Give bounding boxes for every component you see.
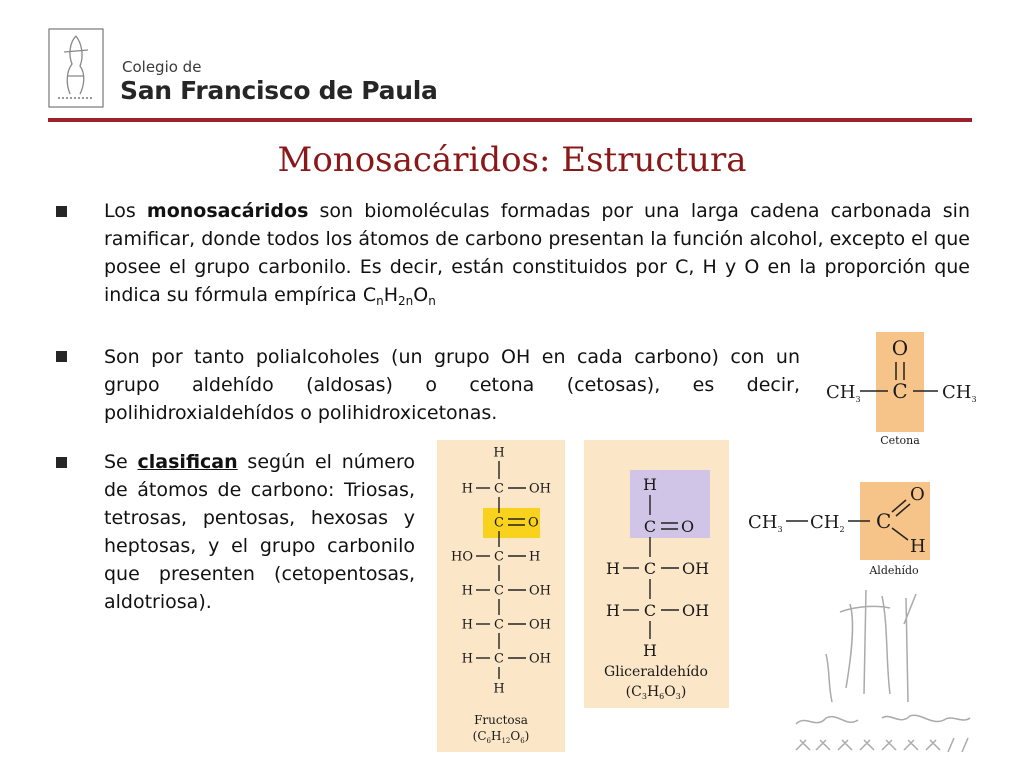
gliceraldehido-carbonyl-oxygen: O (681, 516, 695, 536)
fructosa-formula: $(C_6H_{12}O_6)$ (472, 729, 530, 745)
gliceraldehido-carbon-2: C (643, 558, 657, 578)
aldehido-hydrogen: H (910, 536, 926, 557)
gliceraldehido-formula: $(C_3H_6O_3)$ (625, 684, 687, 701)
school-name-prefix: Colegio de (122, 58, 202, 76)
fructosa-left-group-1: H (461, 481, 473, 497)
fructosa-left-group-4: H (461, 583, 473, 599)
bullet-marker (56, 351, 67, 362)
bullet-paragraph-2: Son por tanto polialcoholes (un grupo OH en cada carbono) con un grupo aldehído (aldosas) o cetona (cetosas), es decir, polihidroxialdehídos o polihidroxicetonas. (104, 346, 800, 424)
gliceraldehido-left-group-2: H (606, 558, 620, 578)
fructosa-right-group-3: H (529, 549, 541, 565)
aldehido-carbon: C (876, 509, 892, 533)
aldehido-caption: Aldehído (869, 564, 919, 577)
fructosa-carbonyl-oxygen: O (528, 515, 539, 531)
fructosa-name: Fructosa (474, 713, 528, 727)
aldehido-diagram (744, 478, 944, 580)
fructosa-left-group-3: HO (451, 549, 473, 565)
fructosa-carbon-3: C (494, 549, 504, 565)
gliceraldehido-carbon-3: C (643, 600, 657, 620)
gliceraldehido-carbonyl-highlight (630, 470, 710, 538)
aldehido-oxygen: O (910, 484, 925, 505)
fructosa-right-group-4: OH (529, 583, 551, 599)
fructosa-right-group-6: OH (529, 651, 551, 667)
gliceraldehido-bottom-hydrogen: H (643, 640, 657, 660)
aldehido-methyl: $CH_3$ (748, 512, 783, 534)
term-monosacaridos: monosacáridos (146, 200, 309, 222)
aldehido-methylene: $CH_2$ (810, 512, 845, 534)
gliceraldehido-right-group-2: OH (682, 558, 710, 578)
cetona-right-methyl: $CH_3$ (942, 382, 977, 404)
fructosa-carbon-6: C (494, 651, 504, 667)
gliceraldehido-name: Gliceraldehído (604, 664, 708, 680)
signature-watermark (786, 584, 982, 762)
school-name: San Francisco de Paula (120, 76, 438, 105)
gliceraldehido-left-group-3: H (606, 600, 620, 620)
fructosa-right-group-5: OH (529, 617, 551, 633)
fructosa-carbon-2: C (494, 515, 504, 531)
bullet-marker (56, 457, 67, 468)
fructosa-right-group-1: OH (529, 481, 551, 497)
fructosa-structure (437, 440, 565, 752)
cetona-oxygen: O (891, 336, 909, 360)
slide-title: Monosacáridos: Estructura (277, 140, 747, 180)
fructosa-carbon-5: C (494, 617, 504, 633)
fructosa-carbon-4: C (494, 583, 504, 599)
cetona-diagram (818, 330, 978, 452)
gliceraldehido-top-hydrogen: H (643, 474, 657, 494)
bullet-marker (56, 206, 67, 217)
empirical-formula: $C_nH_{2n}O_n$ (362, 284, 436, 308)
cetona-carbon: C (892, 379, 908, 403)
header-divider (48, 118, 972, 122)
bullet-paragraph-1: Los monosacáridos son biomoléculas formadas por una larga cadena carbonada sin ramificar, donde todos los átomos de carbono presentan la función alcohol, excepto el que posee el grupo carbonilo. Es decir, están constituidos por C, H y O en la proporción que indica su fórmula empírica $C_nH_{2n}O_n$ (104, 200, 970, 308)
term-clasifican: clasifican (137, 451, 238, 473)
fructosa-bottom-hydrogen: H (493, 681, 505, 697)
gliceraldehido-right-group-3: OH (682, 600, 710, 620)
gliceraldehido-structure (584, 440, 729, 708)
bullet-paragraph-3: Se clasifican según el número de átomos de carbono: Triosas, tetrosas, pentosas, hexosas y heptosas, y el grupo carbonilo que presenten (cetopentosas, aldotriosa). (104, 451, 415, 613)
fructosa-carbon-1: C (494, 481, 504, 497)
school-crest-logo (48, 28, 104, 108)
cetona-left-methyl: $CH_3$ (826, 382, 861, 404)
cetona-caption: Cetona (880, 434, 920, 447)
fructosa-left-group-6: H (461, 651, 473, 667)
fructosa-top-hydrogen: H (493, 445, 505, 461)
fructosa-left-group-5: H (461, 617, 473, 633)
gliceraldehido-carbon-1: C (643, 516, 657, 536)
